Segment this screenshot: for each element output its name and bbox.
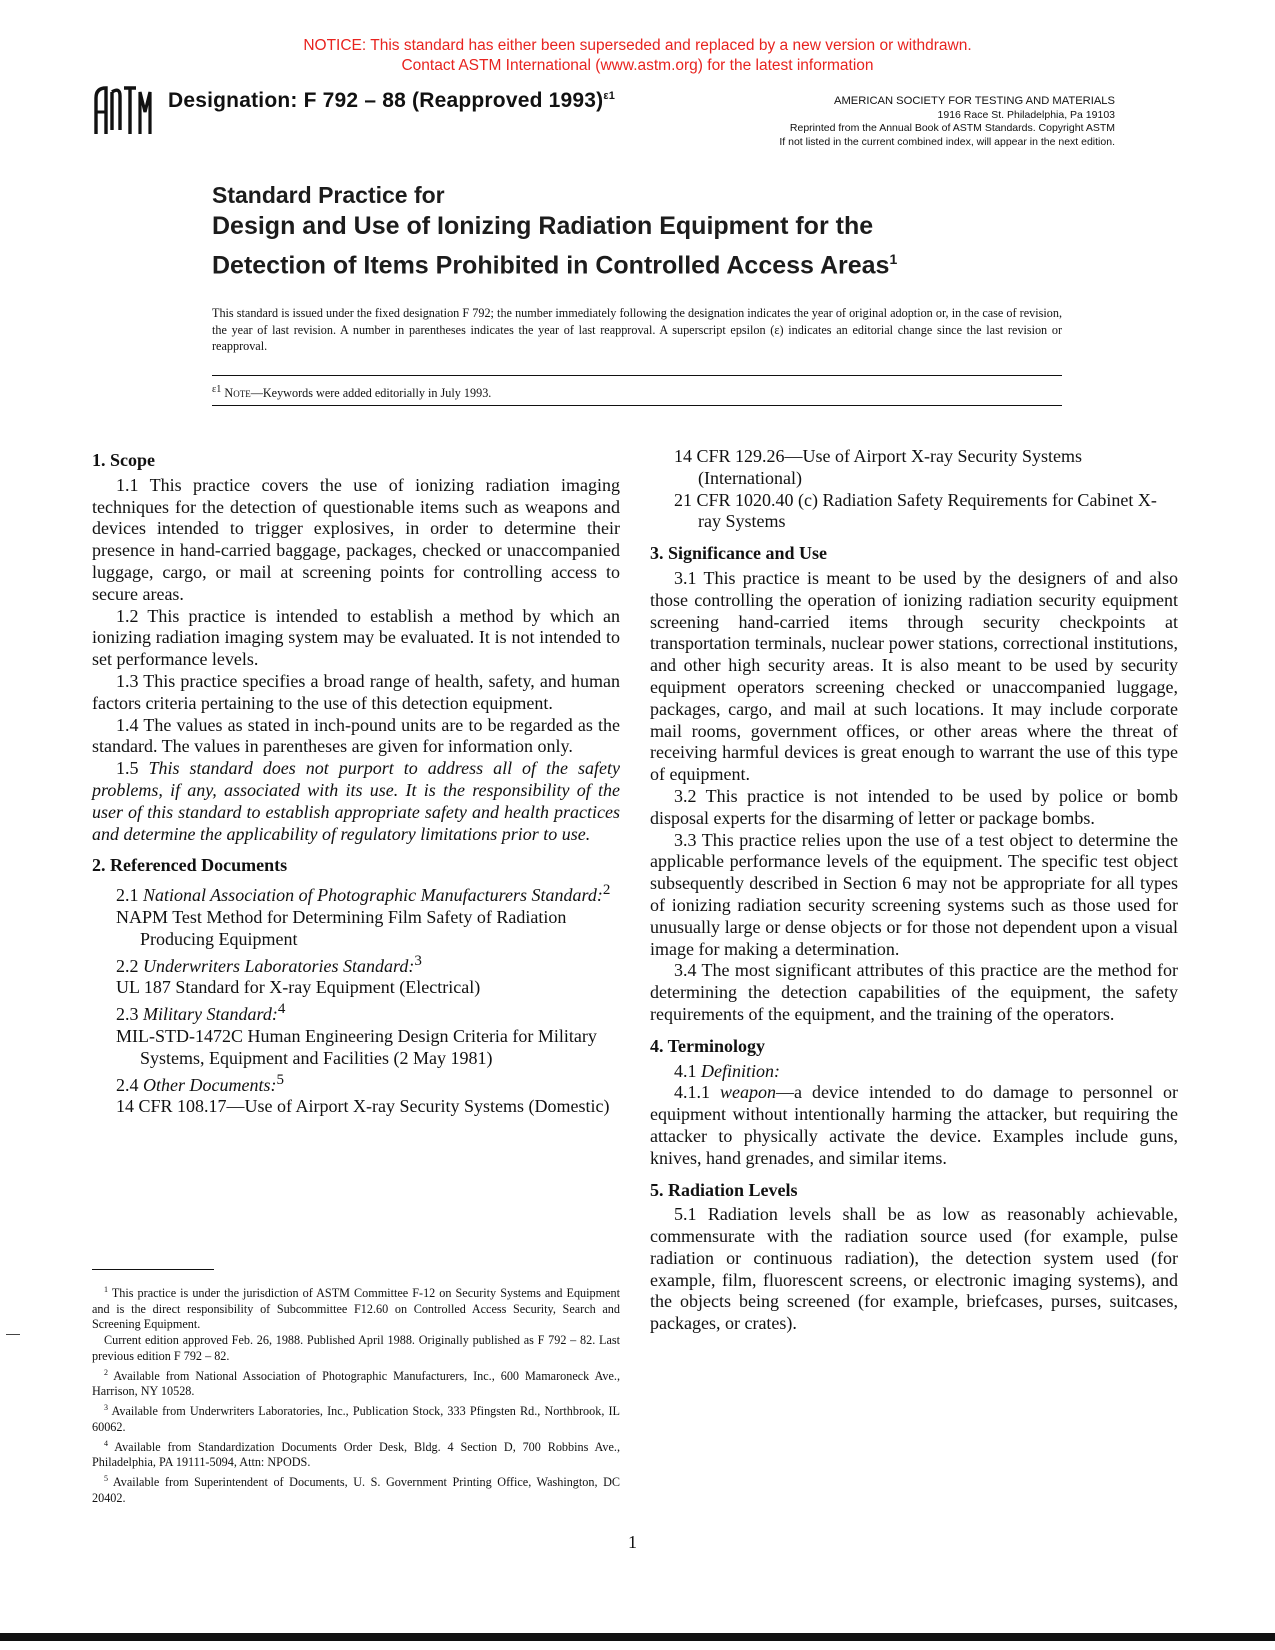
paragraph-number: 2.3 <box>116 1004 143 1025</box>
reference-item: NAPM Test Method for Determining Film Safety of Radiation Producing Equipment <box>116 906 567 949</box>
footnote <box>92 1400 620 1435</box>
notice-line-2: Contact ASTM International (www.astm.org) for the latest information <box>401 57 874 74</box>
paragraph-number: 4.1 <box>674 1060 701 1081</box>
title-line-2 <box>212 243 897 282</box>
paragraph <box>92 758 620 845</box>
scan-mark <box>6 1334 20 1335</box>
paragraph: 1.3 This practice specifies a broad range of health, safety, and human factors criteria pertaining to the use of this detection equipment. <box>92 670 620 713</box>
paragraph <box>92 951 620 978</box>
footnote <box>92 1365 620 1400</box>
paragraph <box>650 1061 1178 1083</box>
footnote-marker: 5 <box>104 1473 108 1483</box>
paragraph <box>92 999 620 1026</box>
paragraph: 1.1 This practice covers the use of ionizing radiation imaging techniques for the detection of questionable items such as weapons and devices intended to trigger explosives, in order to determine their presence in hand-carried baggage, packages, checked or unaccompanied luggage, cargo, or mail at screening points for controlling access to secure areas. <box>92 474 620 604</box>
paragraph-italic: National Association of Photographic Manufacturers Standard: <box>143 885 603 906</box>
society-line-4: If not listed in the current combined index, will appear in the next edition. <box>779 135 1115 148</box>
society-line-2: 1916 Race St. Philadelphia, Pa 19103 <box>937 108 1115 121</box>
paragraph-number: 2.4 <box>116 1074 143 1095</box>
title-footnote-ref: 1 <box>889 251 898 267</box>
footnote-divider <box>92 1269 214 1270</box>
issued-statement: This standard is issued under the fixed designation F 792; the number immediately following the designation indicates the year of original adoption or, in the case of revision, the year of last revision. A number in parentheses indicates the year of last reapproval. A superscript epsilon (ε) indicates an editorial change since the last revision or reapproval. <box>212 306 1062 353</box>
reference-item: 21 CFR 1020.40 (c) Radiation Safety Requirements for Cabinet X-ray Systems <box>674 489 1157 532</box>
document-title <box>212 180 897 282</box>
paragraph: 1.2 This practice is intended to establish a method by which an ionizing radiation imaging system may be evaluated. It is not intended to set performance levels. <box>92 605 620 670</box>
paragraph: 3.4 The most significant attributes of this practice are the method for determining the detection capabilities of the equipment, the safety requirements of the equipment, and the training of the operators. <box>650 960 1178 1024</box>
page-number: 1 <box>628 1532 637 1552</box>
paragraph: 5.1 Radiation levels shall be as low as reasonably achievable, commensurate with the radiation source used (for example, pulse radiation or continuous radiation), the detection system used (for example, film, fluorescent screens, or electronic imaging systems), and the objects being screened (for example, briefcases, purses, suitcases, packages, or crates). <box>650 1204 1178 1334</box>
section-heading: 4. Terminology <box>650 1035 766 1056</box>
bottom-border <box>0 1633 1275 1641</box>
reference-item: 14 CFR 108.17—Use of Airport X-ray Security Systems (Domestic) <box>116 1096 610 1117</box>
section-heading: 3. Significance and Use <box>650 543 828 564</box>
designation-sup: ε1 <box>603 90 616 102</box>
footnote-text: Available from Standardization Documents Order Desk, Bldg. 4 Section D, 700 Robbins Ave., Philadelphia, PA 19111-5094, Attn: NPODS. <box>92 1439 621 1470</box>
footnote-ref: 3 <box>414 952 422 969</box>
footnote-marker: 3 <box>104 1403 108 1413</box>
divider <box>212 375 1062 376</box>
footnote <box>92 1471 620 1506</box>
astm-logo-icon <box>90 84 152 138</box>
reference-item: UL 187 Standard for X-ray Equipment (Electrical) <box>116 977 481 998</box>
footnotes <box>92 1282 620 1506</box>
paragraph <box>92 1070 620 1097</box>
right-column <box>650 446 1178 1335</box>
editorial-note-text: —Keywords were added editorially in July 1993. <box>250 386 492 401</box>
footnote-text: Available from Underwriters Laboratories, Inc., Publication Stock, 333 Pfingsten Rd., Northbrook, IL 60062. <box>92 1404 621 1434</box>
defined-term: weapon <box>720 1082 777 1103</box>
definition-text: —a device intended to do damage to personnel or equipment without intentionally harming the attacker, but requiring the attacker to physically activate the device. Examples include guns, knives, hand grenades, and similar items. <box>650 1082 1178 1168</box>
designation <box>168 89 615 113</box>
footnote <box>92 1436 620 1471</box>
notice-banner <box>0 36 1275 76</box>
society-line-1: AMERICAN SOCIETY FOR TESTING AND MATERIALS <box>834 95 1115 107</box>
section-heading: 5. Radiation Levels <box>650 1179 798 1200</box>
paragraph-italic: This standard does not purport to address all of the safety problems, if any, associated with its use. It is the responsibility of the user of this standard to establish appropriate safety and health practices and determine the applicability of regulatory limitations prior to use. <box>92 758 620 844</box>
paragraph-number: 1.5 <box>116 758 149 779</box>
paragraph-italic: Military Standard: <box>143 1004 278 1025</box>
reference-item: MIL-STD-1472C Human Engineering Design Criteria for Military Systems, Equipment and Facilities (2 May 1981) <box>116 1025 597 1068</box>
paragraph: 3.1 This practice is meant to be used by the designers of and also those controlling the operation of ionizing radiation security equipment screening hand-carried items through security checkpoints at transportation terminals, nuclear power stations, correctional institutions, and other high security areas. It is also meant to be used by security equipment operators screening checked or unaccompanied luggage, packages, cargo, and mail at such locations. It may include corporate mail rooms, government offices, or other areas where the threat of receiving harmful devices is great enough to warrant the use of this type of equipment. <box>650 567 1178 785</box>
paragraph-number: 2.2 <box>116 955 143 976</box>
footnote <box>92 1282 620 1333</box>
section-heading: 1. Scope <box>92 450 155 470</box>
editorial-note <box>212 384 491 401</box>
footnote-text: Available from National Association of Photographic Manufacturers, Inc., 600 Mamaroneck Ave., Harrison, NY 10528. <box>92 1368 620 1399</box>
footnote-ref: 4 <box>277 1001 286 1018</box>
designation-text: Designation: F 792 – 88 (Reapproved 1993) <box>168 89 604 112</box>
society-line-3: Reprinted from the Annual Book of ASTM Standards. Copyright ASTM <box>789 122 1115 134</box>
paragraph: 3.2 This practice is not intended to be used by police or bomb disposal experts for the disarming of letter or package bombs. <box>650 785 1178 828</box>
paragraph <box>92 880 620 907</box>
footnote-marker: 2 <box>104 1367 108 1377</box>
notice-line-1: NOTICE: This standard has either been superseded and replaced by a new version or withdrawn. <box>303 37 972 54</box>
paragraph: 1.4 The values as stated in inch-pound units are to be regarded as the standard. The values in parentheses are given for information only. <box>92 714 620 757</box>
paragraph-number: 2.1 <box>116 885 143 906</box>
paragraph-number: 4.1.1 <box>674 1082 721 1103</box>
footnote-ref: 5 <box>276 1071 284 1088</box>
footnote-marker: 4 <box>104 1438 108 1448</box>
society-block <box>779 95 1115 149</box>
paragraph-italic: Underwriters Laboratories Standard: <box>143 955 415 976</box>
footnote-marker: 1 <box>104 1285 108 1294</box>
paragraph <box>650 1082 1178 1169</box>
title-line-1: Design and Use of Ionizing Radiation Equipment for the <box>212 212 874 240</box>
paragraph-italic: Other Documents: <box>143 1074 277 1095</box>
editorial-note-sup: ε1 <box>212 384 222 395</box>
paragraph-italic: Definition: <box>701 1060 780 1081</box>
paragraph: 3.3 This practice relies upon the use of a test object to determine the applicable performance levels of the equipment. The specific test object subsequently described in Section 6 may not be appropriate for all types of ionizing radiation security screening systems such as those used for unusually large or dense objects or for those not dependent upon a visual image for making a determination. <box>650 829 1178 959</box>
divider <box>212 405 1062 406</box>
editorial-note-label: Note <box>224 386 251 401</box>
footnote-text: This practice is under the jurisdiction of ASTM Committee F-12 on Security Systems and Equipment and is the direct responsibility of Subcommittee F12.60 on Controlled Access Security, Search and Screening Equipment. <box>92 1286 620 1332</box>
title-line-0: Standard Practice for <box>212 182 445 208</box>
reference-item: 14 CFR 129.26—Use of Airport X-ray Security Systems (International) <box>674 446 1082 488</box>
section-heading: 2. Referenced Documents <box>92 855 288 876</box>
title-line-2-text: Detection of Items Prohibited in Controlled Access Areas <box>212 251 890 280</box>
footnote-ref: 2 <box>602 882 611 899</box>
left-column <box>92 450 620 1118</box>
footnote: Current edition approved Feb. 26, 1988. Published April 1988. Originally published as F 792 – 82. Last previous edition F 792 – 82. <box>92 1333 620 1363</box>
footnote-text: Available from Superintendent of Documents, U. S. Government Printing Office, Washington, DC 20402. <box>92 1475 620 1505</box>
